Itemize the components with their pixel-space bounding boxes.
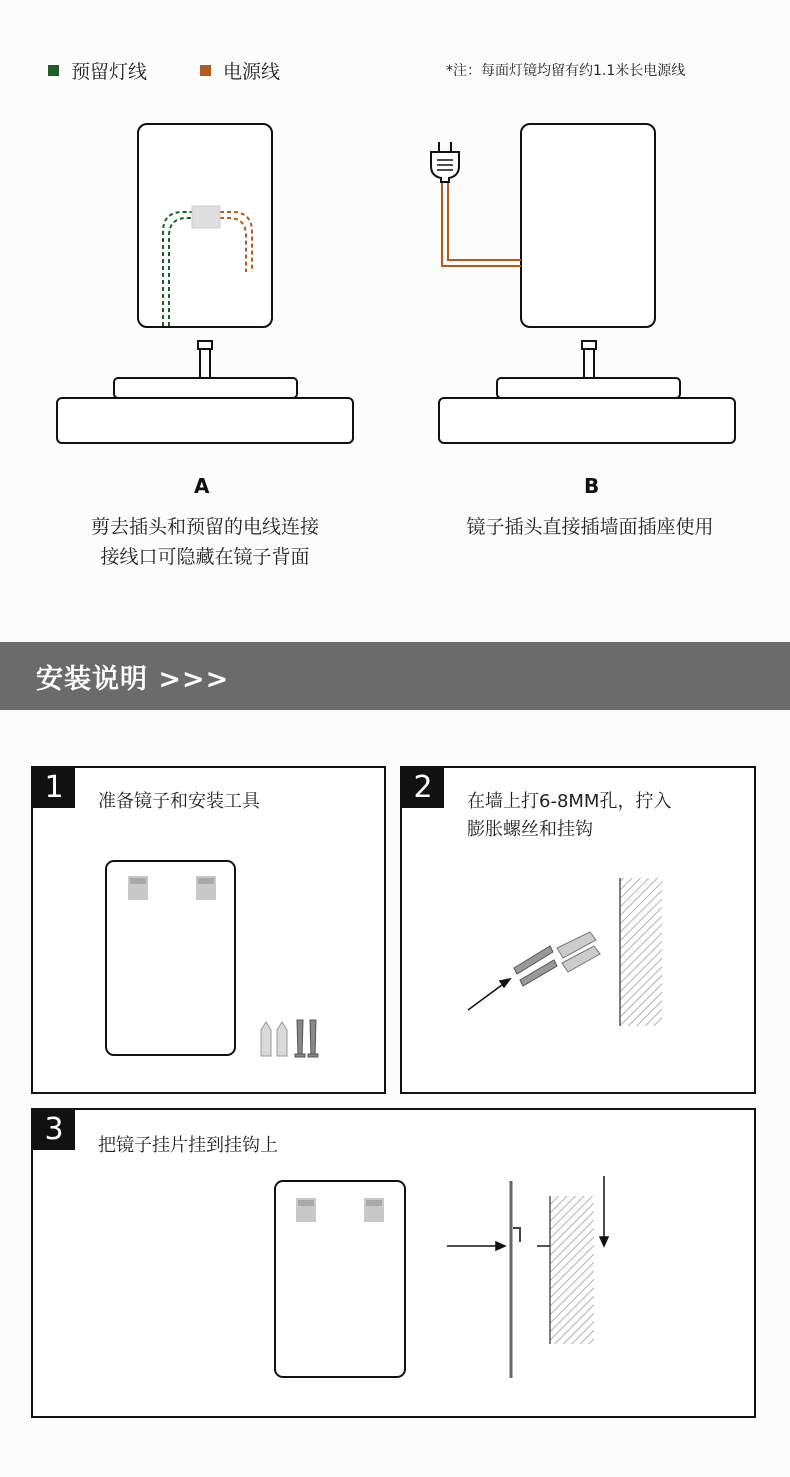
step-2-number: 2 [402, 768, 444, 808]
arrow-icon [468, 979, 510, 1010]
power-cord-note: *注：每面灯镜均留有约1.1米长电源线 [446, 63, 686, 79]
option-b-letter: B [584, 474, 600, 498]
down-arrow-icon [600, 1176, 608, 1246]
wall-step3 [550, 1196, 594, 1344]
step-1-illustration [33, 768, 388, 1096]
step-1-panel [31, 766, 386, 1094]
anchor-bolts-icon [557, 932, 600, 972]
faucet-top-a [198, 341, 212, 349]
screws-step2-icon [514, 946, 557, 986]
step-2-text-line1: 在墙上打6-8MM孔，拧入 [467, 791, 672, 812]
legend-power-label: 电源线 [223, 61, 281, 83]
plug-icon [431, 142, 459, 182]
banner-title: 安装说明 >>> [36, 664, 230, 695]
power-wire-b [442, 180, 521, 266]
step-3-text: 把镜子挂片挂到挂钩上 [98, 1135, 278, 1156]
hook-icon [513, 1228, 520, 1242]
step-3-panel [31, 1108, 756, 1418]
wall-step2 [620, 878, 662, 1026]
counter-b [439, 398, 735, 443]
screws-icon [295, 1020, 318, 1057]
mirror-back-b [521, 124, 655, 327]
mirror-step3 [275, 1181, 405, 1377]
basin-b [497, 378, 680, 398]
step-3-number: 3 [33, 1110, 75, 1150]
step-3-illustration [33, 1110, 758, 1420]
anchors-icon [261, 1022, 287, 1056]
option-b-caption: 镜子插头直接插墙面插座使用 [466, 516, 714, 538]
legend-reserved-label: 预留灯线 [71, 61, 148, 83]
faucet-top-b [582, 341, 596, 349]
faucet-b [584, 349, 594, 378]
faucet-a [200, 349, 210, 378]
step-2-panel [400, 766, 756, 1094]
step-1-number: 1 [33, 768, 75, 808]
push-arrow-icon [447, 1242, 505, 1250]
counter-a [57, 398, 353, 443]
option-a-caption-line1: 剪去插头和预留的电线连接 [90, 516, 319, 538]
step-1-text: 准备镜子和安装工具 [98, 791, 260, 812]
install-banner [0, 642, 790, 710]
step-2-text-line2: 膨胀螺丝和挂钩 [467, 819, 593, 840]
connector-box-a [192, 206, 220, 228]
step-2-illustration [402, 768, 758, 1096]
option-a-caption [40, 512, 370, 572]
basin-a [114, 378, 297, 398]
option-a-caption-line2: 接线口可隐藏在镜子背面 [100, 546, 310, 568]
option-a-letter: A [194, 474, 210, 498]
